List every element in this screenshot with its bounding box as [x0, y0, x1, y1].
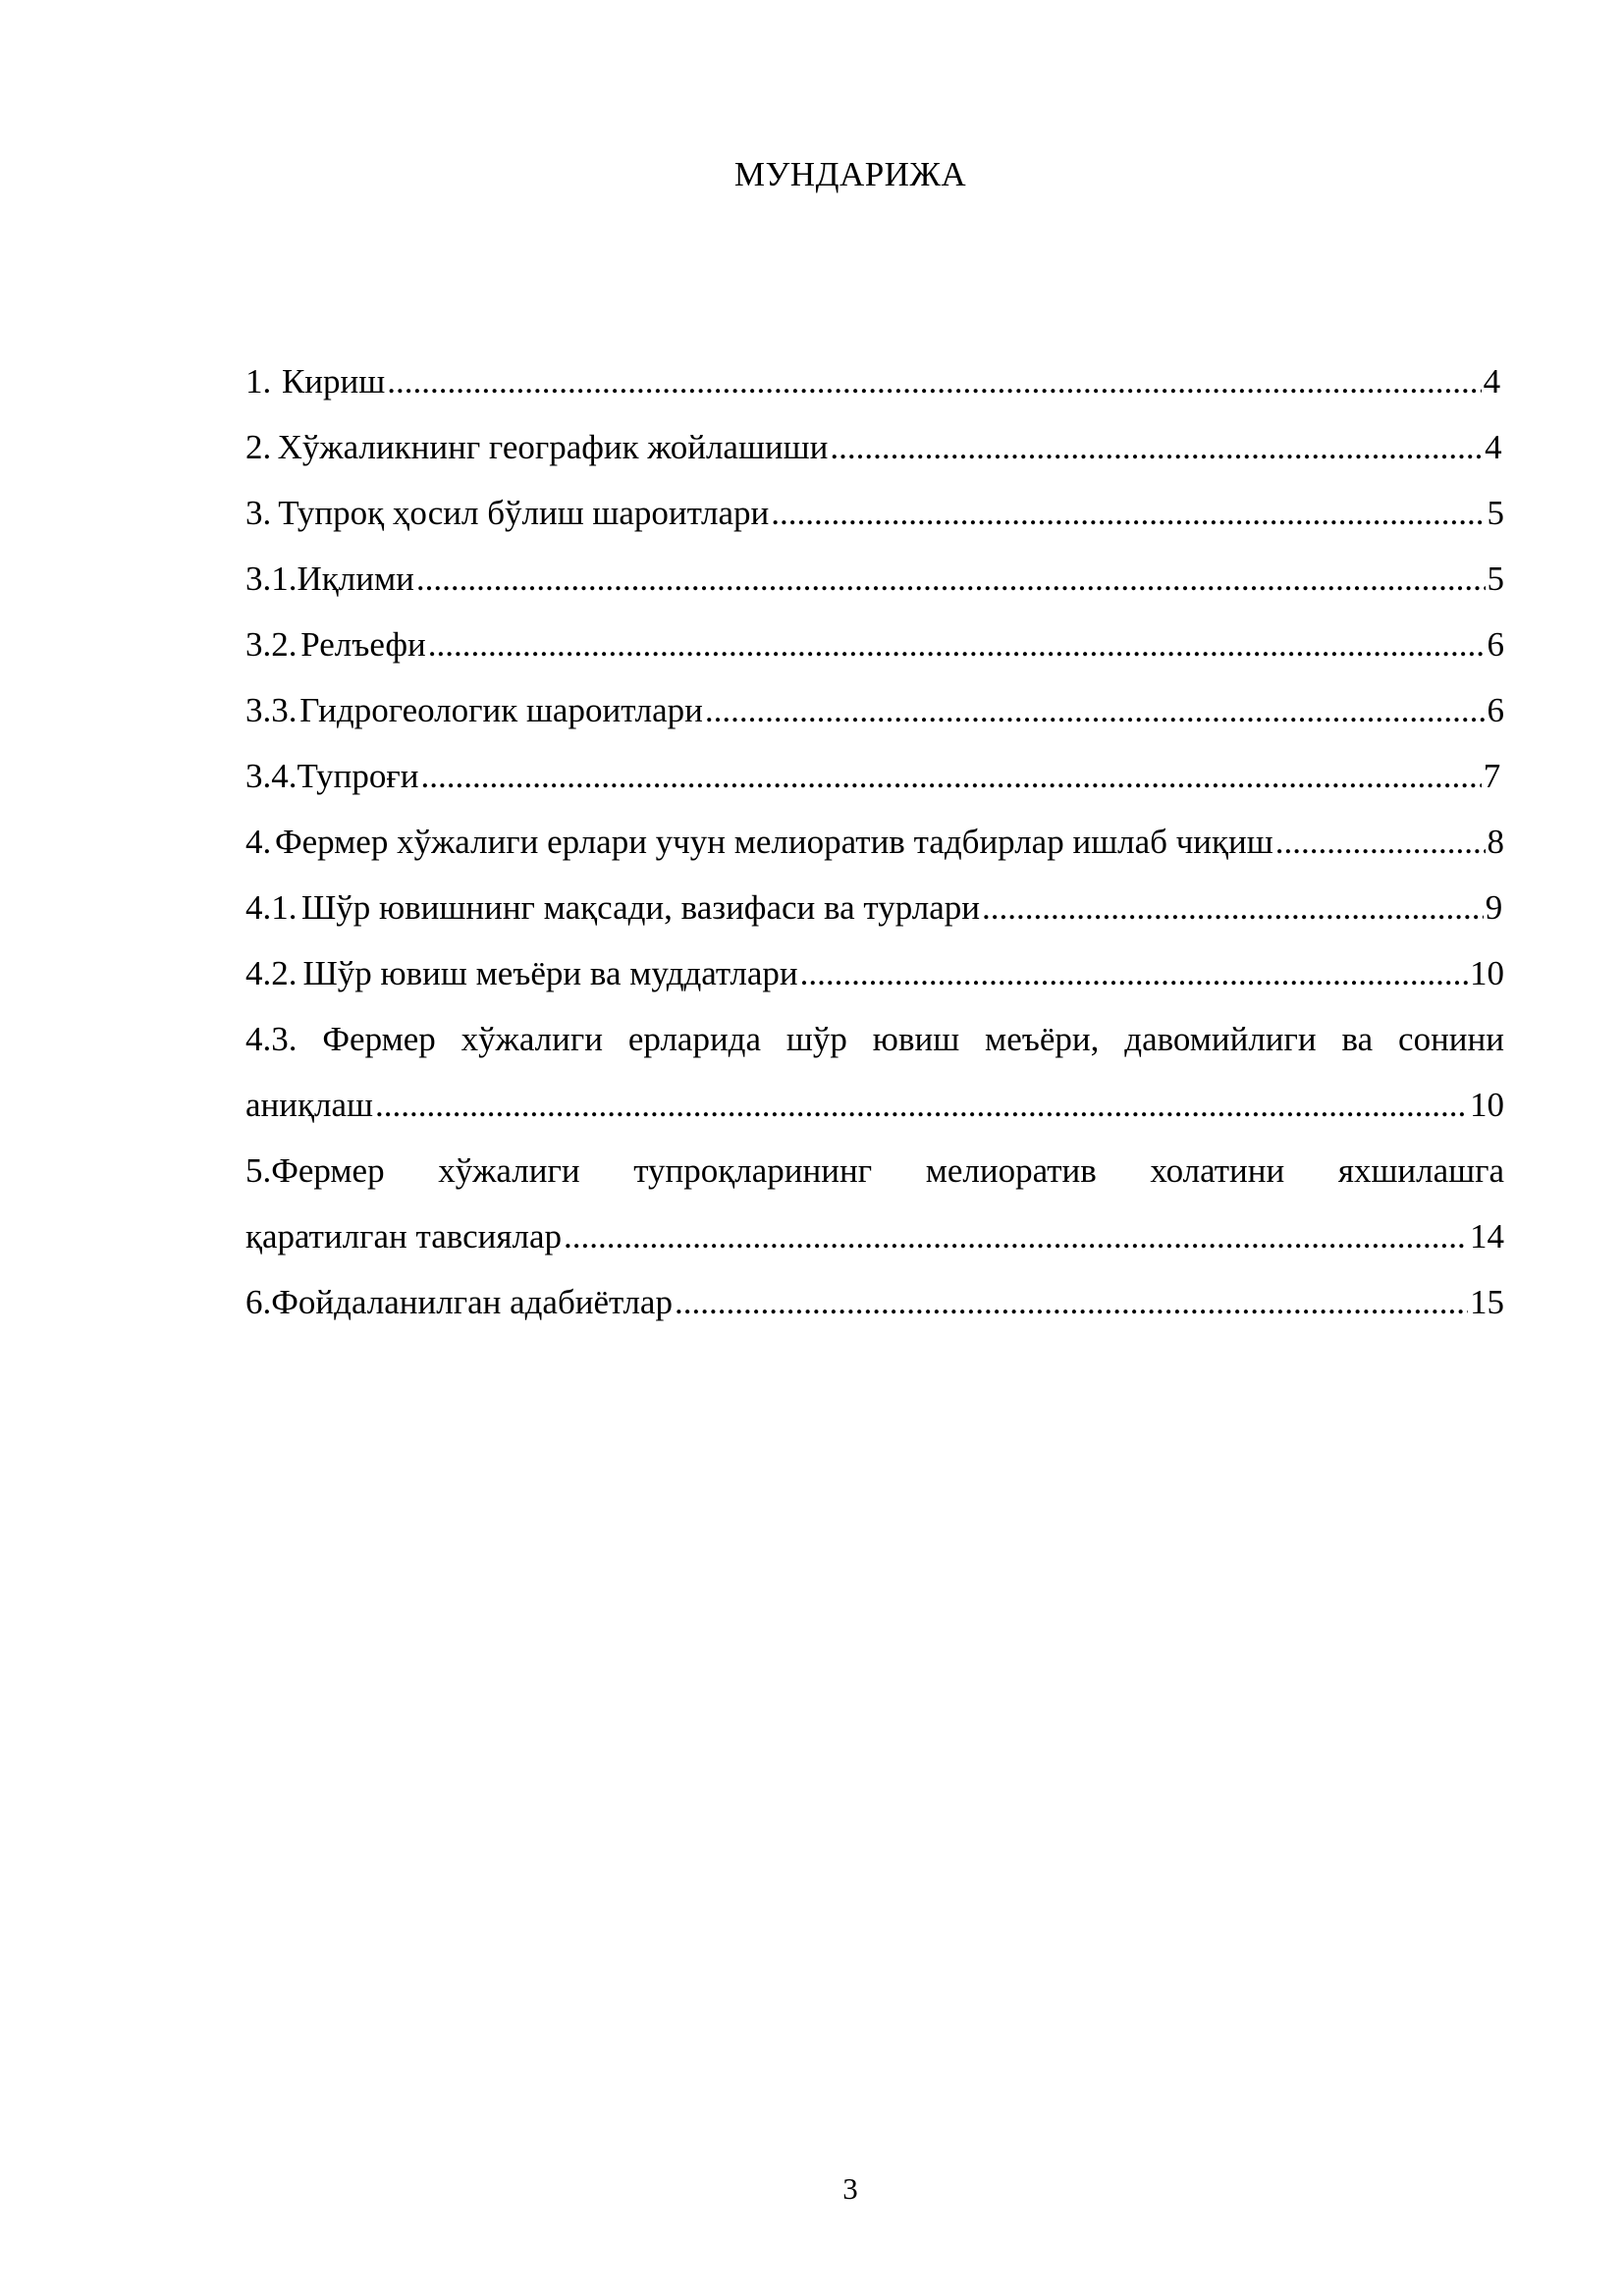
toc-entry-title: Иқлими — [297, 560, 414, 598]
toc-entry-line — [245, 1138, 1504, 1203]
toc-entry-number: 3.3. — [245, 691, 298, 729]
toc-entry — [245, 809, 1504, 875]
toc-leader — [387, 348, 1481, 414]
toc-entry-page: 10 — [1470, 954, 1504, 992]
toc-entry-title: аниқлаш — [245, 1086, 373, 1124]
toc-entry-title: Релъефи — [300, 625, 426, 664]
toc-leader — [375, 1072, 1468, 1138]
toc-entry-page: 6 — [1487, 691, 1504, 729]
toc-entry-number: 3.2. — [245, 625, 298, 664]
toc-entry-title: Кириш — [281, 362, 386, 400]
toc-leader — [416, 546, 1486, 612]
page-number: 3 — [842, 2171, 858, 2206]
toc-entry-title: Фермер хўжалиги ерлари учун мелиоратив тадбирлар ишлаб чиқиш — [274, 823, 1273, 861]
toc-leader — [830, 414, 1483, 480]
toc-entry-page: 7 — [1483, 757, 1501, 795]
toc-entry-number: 1. — [245, 362, 272, 400]
toc-entry-page: 8 — [1487, 823, 1504, 861]
page-title: МУНДАРИЖА — [733, 155, 967, 193]
toc-entry-title: Хўжаликнинг географик жойлашиши — [277, 428, 829, 466]
toc-entry — [245, 612, 1504, 677]
toc-entry — [245, 480, 1504, 546]
toc-leader — [982, 875, 1484, 940]
table-of-contents — [245, 348, 1504, 1335]
toc-entry-page: 10 — [1470, 1086, 1504, 1124]
toc-leader — [675, 1269, 1468, 1335]
toc-leader — [771, 480, 1485, 546]
toc-entry-continuation — [245, 1203, 1504, 1269]
toc-entry-title: 6.Фойдаланилган адабиётлар — [245, 1283, 673, 1321]
toc-entry-page: 15 — [1470, 1283, 1504, 1321]
toc-leader — [705, 677, 1486, 743]
toc-entry — [245, 348, 1504, 414]
toc-leader — [420, 743, 1481, 809]
toc-entry-number: 2. — [245, 428, 272, 466]
toc-entry-title: Шўр ювиш меъёри ва муддатлари — [302, 954, 798, 992]
toc-entry — [245, 414, 1504, 480]
toc-entry — [245, 1269, 1504, 1335]
toc-entry-title: Гидрогеологик шароитлари — [299, 691, 703, 729]
toc-entry-page: 9 — [1485, 888, 1503, 927]
toc-entry-title: Тупроқ ҳосил бўлиш шароитлари — [278, 494, 770, 532]
toc-entry — [245, 875, 1504, 940]
toc-entry-page: 14 — [1470, 1217, 1504, 1255]
toc-entry-page: 4 — [1483, 362, 1501, 400]
toc-entry-number: 4. — [245, 823, 272, 861]
toc-entry-page: 5 — [1487, 494, 1504, 532]
toc-entry-line — [245, 1006, 1504, 1072]
toc-entry-page: 4 — [1485, 428, 1502, 466]
toc-entry — [245, 940, 1504, 1006]
toc-entry-title: Шўр ювишнинг мақсади, вазифаси ва турлари — [300, 888, 980, 927]
toc-entry-number: 3.4. — [245, 757, 298, 795]
toc-leader — [564, 1203, 1468, 1269]
toc-entry — [245, 677, 1504, 743]
toc-entry-title: 4.3. Фермер хўжалиги ерларида шўр ювиш меъёри, давомийлиги ва сонини — [245, 1020, 1504, 1058]
toc-entry-title: Тупроғи — [297, 757, 419, 795]
toc-entry-number: 4.2. — [245, 954, 298, 992]
toc-entry-page: 6 — [1487, 625, 1504, 664]
toc-entry-number: 4.1. — [245, 888, 298, 927]
toc-entry-number: 3. — [245, 494, 272, 532]
toc-entry-number: 3.1. — [245, 560, 298, 598]
toc-entry — [245, 546, 1504, 612]
toc-entry-page: 5 — [1487, 560, 1504, 598]
toc-leader — [1275, 809, 1486, 875]
toc-entry-continuation — [245, 1072, 1504, 1138]
toc-entry-title: 5.Фермер хўжалиги тупроқларининг мелиоратив холатини яхшилашга — [245, 1151, 1504, 1190]
toc-leader — [800, 940, 1468, 1006]
toc-leader — [428, 612, 1486, 677]
toc-entry — [245, 743, 1504, 809]
toc-entry-title: қаратилган тавсиялар — [245, 1217, 562, 1255]
